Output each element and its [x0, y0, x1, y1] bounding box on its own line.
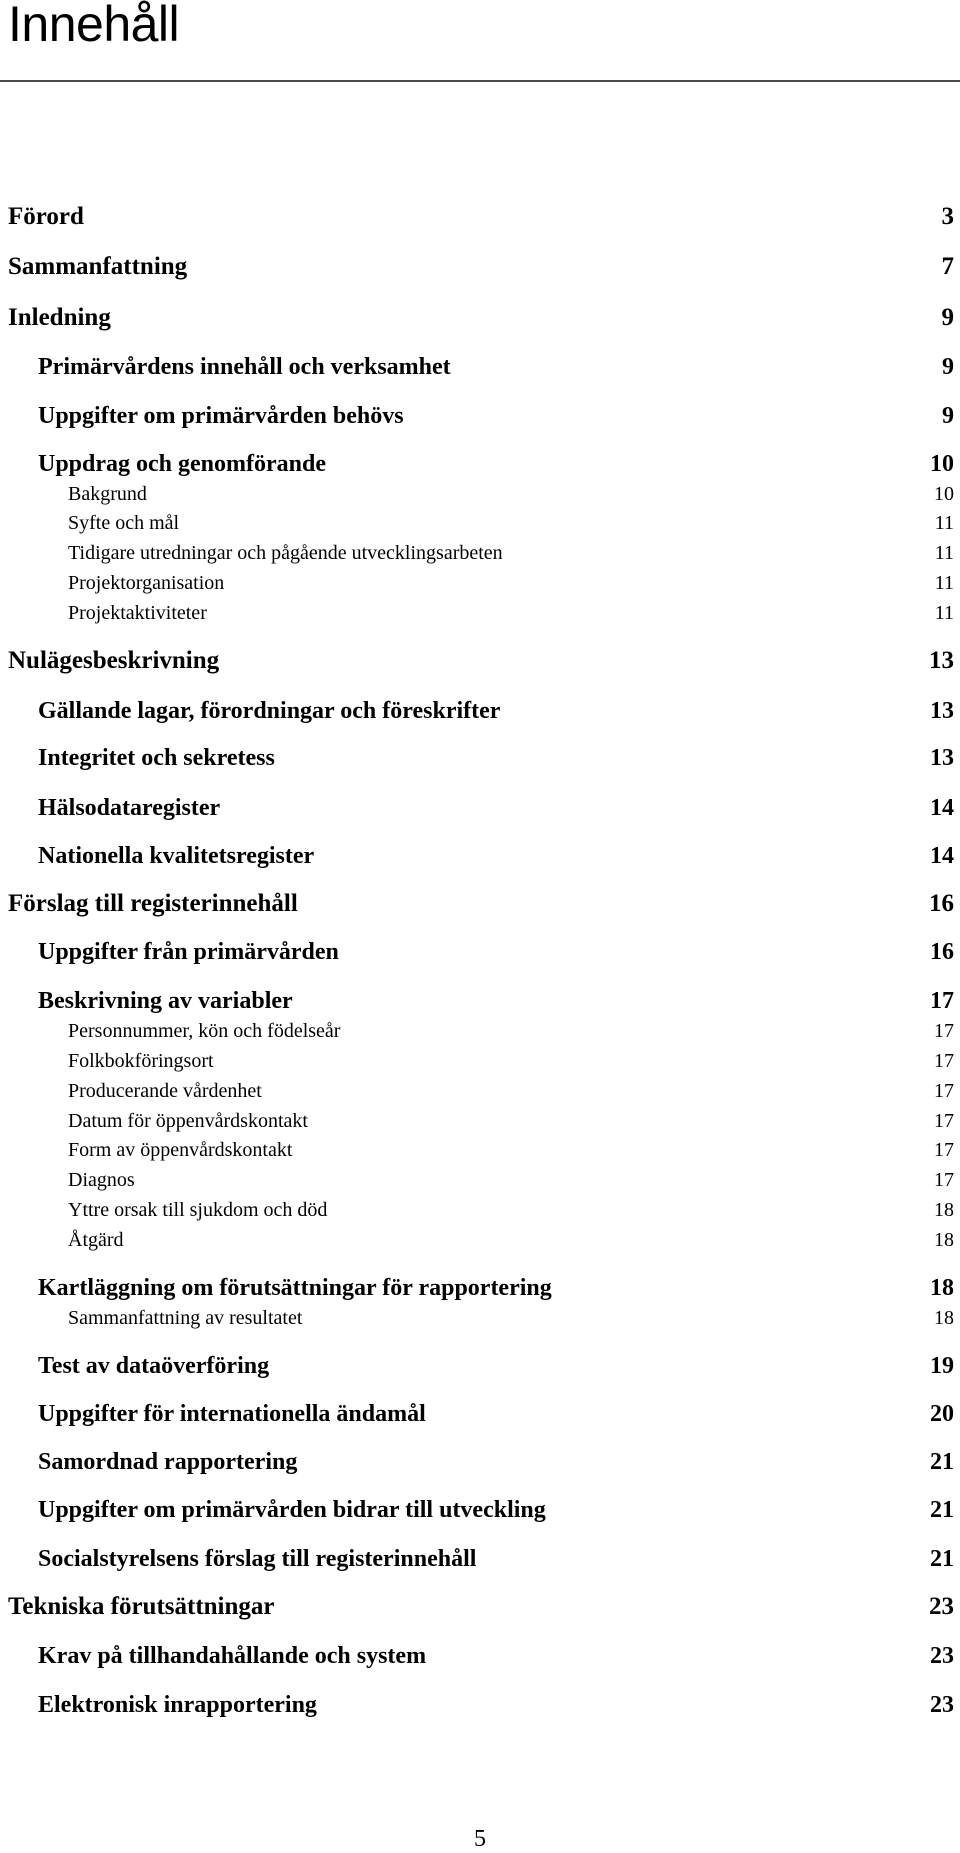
toc-entry-label: Form av öppenvårdskontakt — [68, 1139, 293, 1161]
toc-entry-label: Tekniska förutsättningar — [8, 1593, 275, 1620]
toc-entry-label: Personnummer, kön och födelseår — [68, 1020, 341, 1042]
toc-entry-label: Samordnad rapportering — [38, 1449, 298, 1475]
toc-entry-page: 17 — [934, 1080, 954, 1102]
toc-entry-page: 18 — [934, 1199, 954, 1221]
toc-entry-page: 10 — [934, 483, 954, 505]
toc-entry-label: Producerande vårdenhet — [68, 1080, 262, 1102]
toc-entry-page: 17 — [934, 1110, 954, 1132]
toc-entry[interactable] — [0, 1494, 954, 1526]
toc-entry-label: Beskrivning av variabler — [38, 988, 293, 1014]
toc-entry-page: 11 — [934, 542, 954, 564]
toc-entry-page: 20 — [930, 1401, 954, 1427]
toc-entry-page: 17 — [934, 1020, 954, 1042]
toc-entry[interactable] — [0, 1272, 954, 1304]
toc-entry-page: 17 — [934, 1169, 954, 1191]
toc-entry[interactable] — [0, 1543, 954, 1575]
toc-entry[interactable] — [0, 1197, 954, 1223]
toc-entry[interactable] — [0, 351, 954, 383]
toc-entry-page: 19 — [930, 1353, 954, 1379]
toc-entry-page: 16 — [930, 939, 954, 965]
toc-entry[interactable] — [0, 1640, 954, 1672]
toc-entry-page: 13 — [929, 647, 954, 674]
toc-entry-label: Nationella kvalitetsregister — [38, 843, 315, 869]
toc-entry-page: 13 — [930, 698, 954, 724]
toc-entry[interactable] — [0, 400, 954, 432]
toc-entry[interactable] — [0, 481, 954, 507]
toc-entry-label: Krav på tillhandahållande och system — [38, 1643, 427, 1669]
toc-entry-page: 23 — [930, 1692, 954, 1718]
toc-entry-label: Projektaktiviteter — [68, 602, 207, 624]
toc-entry[interactable] — [0, 1018, 954, 1044]
toc-entry-page: 18 — [934, 1307, 954, 1329]
toc-entry[interactable] — [0, 742, 954, 774]
toc-entry[interactable] — [0, 1078, 954, 1104]
toc-entry[interactable] — [0, 1227, 954, 1253]
toc-entry-label: Integritet och sekretess — [38, 745, 275, 771]
toc-entry-page: 23 — [929, 1593, 954, 1620]
toc-entry-label: Gällande lagar, förordningar och föreskrifter — [38, 698, 501, 724]
toc-entry-label: Projektorganisation — [68, 572, 225, 594]
toc-entry[interactable] — [0, 600, 954, 626]
toc-entry-page: 13 — [930, 745, 954, 771]
toc-entry[interactable] — [0, 448, 954, 480]
toc-entry[interactable] — [0, 1305, 954, 1331]
toc-entry[interactable] — [0, 1137, 954, 1163]
toc-entry-page: 21 — [930, 1497, 954, 1523]
toc-entry-page: 14 — [930, 843, 954, 869]
toc-entry-label: Sammanfattning — [8, 253, 188, 280]
toc-entry-page: 14 — [930, 795, 954, 821]
toc-entry[interactable] — [0, 695, 954, 727]
page-number: 5 — [474, 1826, 486, 1852]
toc-entry-label: Uppgifter om primärvården behövs — [38, 403, 404, 429]
toc-entry-page: 11 — [934, 602, 954, 624]
toc-entry[interactable] — [0, 792, 954, 824]
toc-entry[interactable] — [0, 1689, 954, 1721]
toc-entry-label: Förslag till registerinnehåll — [8, 890, 298, 917]
toc-entry[interactable] — [0, 1590, 954, 1624]
toc-entry-page: 21 — [930, 1546, 954, 1572]
toc-entry-label: Sammanfattning av resultatet — [68, 1307, 303, 1329]
toc-entry[interactable] — [0, 985, 954, 1017]
toc-entry[interactable] — [0, 1048, 954, 1074]
toc-entry[interactable] — [0, 1446, 954, 1478]
toc-entry[interactable] — [0, 644, 954, 678]
toc-entry-label: Primärvårdens innehåll och verksamhet — [38, 354, 451, 380]
title-divider — [0, 80, 960, 82]
toc-entry-label: Socialstyrelsens förslag till registerinnehåll — [38, 1546, 477, 1572]
toc-entry-label: Diagnos — [68, 1169, 135, 1191]
toc-entry[interactable] — [0, 1350, 954, 1382]
toc-entry[interactable] — [0, 301, 954, 335]
toc-entry[interactable] — [0, 200, 954, 234]
toc-entry-page: 9 — [941, 304, 954, 331]
toc-entry-label: Hälsodataregister — [38, 795, 221, 821]
toc-entry-label: Uppgifter från primärvården — [38, 939, 339, 965]
page-title: Innehåll — [8, 0, 180, 52]
toc-entry-label: Bakgrund — [68, 483, 147, 505]
toc-entry-label: Nulägesbeskrivning — [8, 647, 220, 674]
toc-entry-label: Tidigare utredningar och pågående utvecklingsarbeten — [68, 542, 503, 564]
toc-entry-label: Uppgifter för internationella ändamål — [38, 1401, 426, 1427]
toc-entry-page: 11 — [934, 572, 954, 594]
toc-entry-page: 23 — [930, 1643, 954, 1669]
toc-entry-label: Förord — [8, 203, 84, 230]
toc-entry-page: 18 — [934, 1229, 954, 1251]
toc-entry[interactable] — [0, 570, 954, 596]
toc-entry-page: 7 — [941, 253, 954, 280]
toc-entry[interactable] — [0, 1398, 954, 1430]
toc-entry-page: 17 — [934, 1139, 954, 1161]
toc-entry-page: 16 — [929, 890, 954, 917]
toc-entry[interactable] — [0, 510, 954, 536]
toc-entry[interactable] — [0, 936, 954, 968]
toc-entry-label: Syfte och mål — [68, 512, 180, 534]
toc-entry[interactable] — [0, 1108, 954, 1134]
toc-entry-page: 3 — [941, 203, 954, 230]
toc-entry-page: 18 — [930, 1275, 954, 1301]
toc-entry[interactable] — [0, 840, 954, 872]
toc-entry-page: 17 — [930, 988, 954, 1014]
toc-entry-label: Åtgärd — [68, 1229, 124, 1251]
toc-entry-page: 10 — [930, 451, 954, 477]
toc-entry-label: Test av dataöverföring — [38, 1353, 270, 1379]
toc-entry[interactable] — [0, 250, 954, 284]
toc-entry[interactable] — [0, 540, 954, 566]
toc-entry-page: 9 — [942, 403, 954, 429]
toc-entry[interactable] — [0, 887, 954, 921]
toc-entry-label: Uppdrag och genomförande — [38, 451, 327, 477]
toc-entry-label: Folkbokföringsort — [68, 1050, 214, 1072]
toc-entry-label: Datum för öppenvårdskontakt — [68, 1110, 308, 1132]
toc-entry-label: Elektronisk inrapportering — [38, 1692, 317, 1718]
toc-entry-label: Yttre orsak till sjukdom och död — [68, 1199, 328, 1221]
toc-entry-page: 17 — [934, 1050, 954, 1072]
toc-entry-page: 9 — [942, 354, 954, 380]
toc-entry-page: 21 — [930, 1449, 954, 1475]
toc-entry-label: Inledning — [8, 304, 111, 331]
toc-entry[interactable] — [0, 1167, 954, 1193]
toc-entry-label: Uppgifter om primärvården bidrar till utveckling — [38, 1497, 546, 1523]
toc-entry-page: 11 — [934, 512, 954, 534]
toc-entry-label: Kartläggning om förutsättningar för rapportering — [38, 1275, 552, 1301]
